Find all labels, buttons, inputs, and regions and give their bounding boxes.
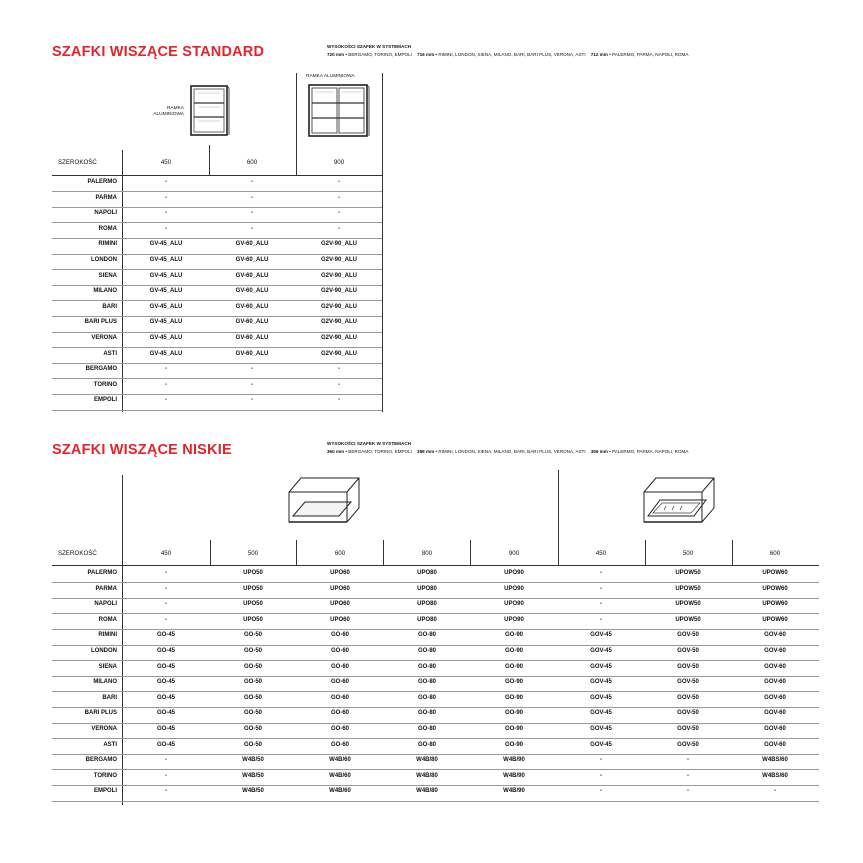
row-divider xyxy=(52,629,819,630)
table-cell: GO-60 xyxy=(330,694,349,701)
table-cell: GO-90 xyxy=(504,694,523,701)
table-cell: G2V-90_ALU xyxy=(320,350,357,357)
table-cell: GV-45_ALU xyxy=(149,272,183,279)
table-cell: G2V-90_ALU xyxy=(320,272,357,279)
table-cell: W4B/90 xyxy=(503,788,525,795)
row-divider xyxy=(52,754,819,755)
table-cell: GO-45 xyxy=(156,663,175,670)
row-label: MILANO xyxy=(93,679,117,686)
table-cell: GOV-50 xyxy=(677,663,699,670)
row-label: NAPOLI xyxy=(94,210,117,217)
table-cell: G2V-90_ALU xyxy=(320,303,357,310)
grid-line xyxy=(645,540,646,565)
column-header: 900 xyxy=(333,159,345,166)
table-cell: GO-90 xyxy=(504,679,523,686)
table-cell: GO-80 xyxy=(417,741,436,748)
frame-label-line: ALUMINIOWA xyxy=(153,112,184,117)
row-label: BARI xyxy=(102,694,117,701)
table-cell: GO-50 xyxy=(243,663,262,670)
table-cell: GO-45 xyxy=(156,648,175,654)
row-label: MILANO xyxy=(93,288,117,295)
row-divider xyxy=(52,598,819,599)
table-cell: GO-90 xyxy=(504,632,523,639)
table-cell: UPOW60 xyxy=(762,585,788,592)
grid-line xyxy=(470,540,471,565)
table-cell: - xyxy=(600,570,602,576)
table-cell: GV-45_ALU xyxy=(149,335,183,341)
row-divider xyxy=(52,332,382,333)
table-cell: W4B/50 xyxy=(242,757,264,764)
table-cell: GV-60_ALU xyxy=(235,288,269,295)
row-divider xyxy=(52,801,819,802)
niskie-title: SZAFKI WISZĄCE NISKIE xyxy=(52,442,232,458)
table-cell: GO-80 xyxy=(417,663,436,670)
row-label: NAPOLI xyxy=(94,601,117,608)
width-label: SZEROKOŚĆ xyxy=(58,159,97,166)
table-cell: GO-60 xyxy=(330,632,349,639)
row-divider xyxy=(52,769,819,770)
table-cell: GO-50 xyxy=(243,741,262,748)
table-cell: GOV-50 xyxy=(677,741,699,748)
table-cell: - xyxy=(251,179,253,185)
table-cell: W4B/90 xyxy=(503,757,525,764)
frame-label-right: RAMKA ALUMINIOWA xyxy=(306,74,355,79)
table-cell: UPOW60 xyxy=(762,601,788,608)
table-cell: GO-50 xyxy=(243,710,262,717)
table-cell: GO-80 xyxy=(417,694,436,701)
row-divider xyxy=(52,660,819,661)
table-cell: - xyxy=(687,757,689,764)
table-cell: GOV-60 xyxy=(764,679,786,686)
table-cell: - xyxy=(165,210,167,217)
table-cell: G2V-90_ALU xyxy=(320,335,357,341)
table-cell: GO-90 xyxy=(504,726,523,732)
niskie-height-systems: • RIMINI, LONDON, SIENA, MILANO, BARI, BARI PLUS, VERONA, ASTI xyxy=(435,449,586,454)
row-divider xyxy=(52,269,382,270)
table-cell: GO-45 xyxy=(156,679,175,686)
row-label: BERGAMO xyxy=(85,757,117,764)
table-cell: GOV-60 xyxy=(764,694,786,701)
table-cell: W4BS/60 xyxy=(762,757,788,764)
grid-line xyxy=(122,150,123,412)
table-cell: W4B/60 xyxy=(329,772,351,779)
header-divider xyxy=(52,175,382,176)
table-cell: UPOW50 xyxy=(675,616,701,623)
table-cell: GV-45_ALU xyxy=(149,350,183,357)
row-label: SIENA xyxy=(98,272,117,279)
table-cell: GV-60_ALU xyxy=(235,272,269,279)
table-cell: GV-60_ALU xyxy=(235,241,269,248)
row-label: TORINO xyxy=(93,772,117,779)
row-divider xyxy=(52,363,382,364)
table-cell: GOV-60 xyxy=(764,632,786,639)
table-cell: G2V-90_ALU xyxy=(320,241,357,248)
grid-line xyxy=(383,540,384,565)
grid-line xyxy=(732,540,733,565)
row-divider xyxy=(52,785,819,786)
table-cell: - xyxy=(338,194,340,201)
table-cell: - xyxy=(338,210,340,217)
table-cell: GO-90 xyxy=(504,741,523,748)
table-cell: UPOW60 xyxy=(762,616,788,623)
table-cell: UPO60 xyxy=(330,601,350,608)
header-divider xyxy=(52,565,819,566)
column-header: 450 xyxy=(160,159,172,166)
table-cell: GO-50 xyxy=(243,632,262,639)
table-cell: - xyxy=(600,585,602,592)
row-divider xyxy=(52,613,819,614)
grid-line xyxy=(296,73,297,175)
row-divider xyxy=(52,676,819,677)
row-label: BARI PLUS xyxy=(84,319,117,326)
standard-height-systems: • PALERMO, PARMA, NAPOLI, ROMA xyxy=(609,52,689,57)
row-divider xyxy=(52,378,382,379)
table-cell: UPO60 xyxy=(330,585,350,592)
table-cell: GOV-50 xyxy=(677,632,699,639)
niskie-height-mm: 358 mm xyxy=(417,449,435,454)
table-cell: GO-80 xyxy=(417,632,436,639)
row-divider xyxy=(52,410,382,411)
table-cell: - xyxy=(774,788,776,795)
table-cell: GO-90 xyxy=(504,710,523,717)
column-header: 500 xyxy=(247,550,259,557)
table-cell: GO-60 xyxy=(330,663,349,670)
row-divider xyxy=(52,582,819,583)
standard-title: SZAFKI WISZĄCE STANDARD xyxy=(52,44,265,60)
table-cell: - xyxy=(165,397,167,404)
table-cell: UPO80 xyxy=(417,585,437,592)
table-cell: GV-60_ALU xyxy=(235,257,269,263)
table-cell: UPO90 xyxy=(504,570,524,576)
row-label: BARI xyxy=(102,303,117,310)
table-cell: - xyxy=(600,788,602,795)
row-label: PALERMO xyxy=(87,570,117,576)
table-cell: GV-45_ALU xyxy=(149,241,183,248)
standard-height-mm: 716 mm xyxy=(417,52,435,57)
grid-line xyxy=(296,540,297,565)
table-cell: G2V-90_ALU xyxy=(320,257,357,263)
standard-height-mm: 720 mm xyxy=(327,52,345,57)
table-cell: GO-50 xyxy=(243,648,262,654)
niskie-height-systems: • PALERMO, PARMA, NAPOLI, ROMA xyxy=(609,449,689,454)
table-cell: UPO80 xyxy=(417,616,437,623)
table-cell: GOV-45 xyxy=(590,694,612,701)
table-cell: GO-50 xyxy=(243,694,262,701)
table-cell: - xyxy=(600,772,602,779)
row-label: PARMA xyxy=(95,585,117,592)
row-divider xyxy=(52,254,382,255)
table-cell: GV-60_ALU xyxy=(235,319,269,326)
table-cell: - xyxy=(165,601,167,608)
table-cell: GOV-45 xyxy=(590,726,612,732)
table-cell: UPO80 xyxy=(417,601,437,608)
table-cell: UPO50 xyxy=(243,601,263,608)
table-cell: GOV-45 xyxy=(590,741,612,748)
standard-heights-header: WYSOKOŚCI SZAFEK W SYSTEMACH xyxy=(327,44,411,49)
table-cell: - xyxy=(165,225,167,232)
table-cell: GO-45 xyxy=(156,694,175,701)
row-divider xyxy=(52,738,819,739)
table-cell: GO-45 xyxy=(156,726,175,732)
table-cell: UPO60 xyxy=(330,616,350,623)
grid-line xyxy=(558,470,559,565)
column-header: 600 xyxy=(246,159,258,166)
table-cell: GV-45_ALU xyxy=(149,288,183,295)
niskie-height-systems: • BERGAMO, TORINO, EMPOLI xyxy=(345,449,412,454)
table-cell: - xyxy=(338,179,340,185)
column-header: 600 xyxy=(334,550,346,557)
row-divider xyxy=(52,316,382,317)
table-cell: GOV-45 xyxy=(590,632,612,639)
table-cell: - xyxy=(165,179,167,185)
table-cell: GOV-45 xyxy=(590,648,612,654)
table-cell: W4B/50 xyxy=(242,788,264,795)
table-cell: GV-60_ALU xyxy=(235,350,269,357)
standard-height-systems: • BERGAMO, TORINO, EMPOLI xyxy=(345,52,412,57)
cabinet-flap-icon xyxy=(287,474,363,526)
table-cell: - xyxy=(165,772,167,779)
table-cell: GO-60 xyxy=(330,648,349,654)
table-cell: UPO90 xyxy=(504,601,524,608)
table-cell: W4B/80 xyxy=(416,788,438,795)
row-label: VERONA xyxy=(91,726,117,732)
niskie-height-mm: 360 mm xyxy=(327,449,345,454)
table-cell: - xyxy=(165,616,167,623)
table-cell: GV-60_ALU xyxy=(235,303,269,310)
table-cell: W4B/50 xyxy=(242,772,264,779)
table-cell: W4BS/60 xyxy=(762,772,788,779)
row-label: ASTI xyxy=(103,741,117,748)
table-cell: UPO50 xyxy=(243,585,263,592)
row-label: PALERMO xyxy=(87,179,117,185)
table-cell: UPO90 xyxy=(504,585,524,592)
table-cell: GO-50 xyxy=(243,726,262,732)
table-cell: W4B/60 xyxy=(329,788,351,795)
table-cell: UPO50 xyxy=(243,616,263,623)
row-label: ROMA xyxy=(98,225,117,232)
table-cell: GOV-50 xyxy=(677,726,699,732)
table-cell: - xyxy=(338,397,340,404)
row-label: EMPOLI xyxy=(93,788,117,795)
row-divider xyxy=(52,222,382,223)
table-cell: - xyxy=(687,772,689,779)
row-divider xyxy=(52,347,382,348)
column-header: 900 xyxy=(508,550,520,557)
standard-height-systems: • RIMINI, LONDON, SIENA, MILANO, BARI, BARI PLUS, VERONA, ASTI xyxy=(435,52,586,57)
row-divider xyxy=(52,285,382,286)
column-header: 450 xyxy=(595,550,607,557)
table-cell: GO-60 xyxy=(330,726,349,732)
table-cell: - xyxy=(165,757,167,764)
table-cell: GO-90 xyxy=(504,663,523,670)
row-label: LONDON xyxy=(91,257,117,263)
table-cell: GOV-60 xyxy=(764,663,786,670)
table-cell: GOV-50 xyxy=(677,694,699,701)
row-label: ROMA xyxy=(98,616,117,623)
row-divider xyxy=(52,238,382,239)
frame-label-line: RAMKA xyxy=(166,106,184,111)
row-label: VERONA xyxy=(91,335,117,341)
row-label: RIMINI xyxy=(98,241,117,248)
table-cell: - xyxy=(338,381,340,388)
table-cell: W4B/90 xyxy=(503,772,525,779)
row-divider xyxy=(52,691,819,692)
table-cell: GV-45_ALU xyxy=(149,303,183,310)
table-cell: - xyxy=(165,194,167,201)
table-cell: GOV-60 xyxy=(764,726,786,732)
table-cell: GV-60_ALU xyxy=(235,335,269,341)
table-cell: - xyxy=(687,788,689,795)
row-label: EMPOLI xyxy=(93,397,117,404)
table-cell: UPO90 xyxy=(504,616,524,623)
row-label: BARI PLUS xyxy=(84,710,117,717)
table-cell: G2V-90_ALU xyxy=(320,288,357,295)
row-label: SIENA xyxy=(98,663,117,670)
table-cell: UPOW50 xyxy=(675,601,701,608)
table-cell: - xyxy=(251,381,253,388)
table-cell: GO-90 xyxy=(504,648,523,654)
table-cell: GOV-60 xyxy=(764,710,786,717)
row-divider xyxy=(52,645,819,646)
table-cell: GOV-50 xyxy=(677,710,699,717)
standard-heights-note xyxy=(327,43,688,59)
table-cell: W4B/80 xyxy=(416,772,438,779)
table-cell: GV-45_ALU xyxy=(149,319,183,326)
grid-line xyxy=(209,145,210,175)
row-divider xyxy=(52,300,382,301)
row-divider xyxy=(52,394,382,395)
table-cell: - xyxy=(251,210,253,217)
width-label: SZEROKOŚĆ xyxy=(58,550,97,557)
table-cell: - xyxy=(338,366,340,373)
table-cell: W4B/60 xyxy=(329,757,351,764)
table-cell: GO-50 xyxy=(243,679,262,686)
column-header: 500 xyxy=(682,550,694,557)
table-cell: GO-45 xyxy=(156,741,175,748)
table-cell: - xyxy=(251,397,253,404)
table-cell: - xyxy=(165,788,167,795)
row-divider xyxy=(52,191,382,192)
table-cell: GO-45 xyxy=(156,632,175,639)
row-divider xyxy=(52,723,819,724)
table-cell: GOV-50 xyxy=(677,679,699,686)
row-label: RIMINI xyxy=(98,632,117,639)
row-label: PARMA xyxy=(95,194,117,201)
niskie-heights-header: WYSOKOŚCI SZAFEK W SYSTEMACH xyxy=(327,441,411,446)
niskie-height-mm: 356 mm xyxy=(590,449,608,454)
table-cell: GOV-45 xyxy=(590,710,612,717)
table-cell: UPO50 xyxy=(243,570,263,576)
cabinet-double-frame-icon xyxy=(308,84,370,138)
table-cell: GO-45 xyxy=(156,710,175,717)
table-cell: - xyxy=(338,225,340,232)
row-label: LONDON xyxy=(91,648,117,654)
grid-line xyxy=(210,540,211,565)
cabinet-single-frame-icon xyxy=(190,85,230,137)
table-cell: GO-60 xyxy=(330,741,349,748)
column-header: 600 xyxy=(769,550,781,557)
table-cell: GO-60 xyxy=(330,710,349,717)
table-cell: - xyxy=(165,381,167,388)
grid-line xyxy=(122,475,123,805)
table-cell: GO-80 xyxy=(417,648,436,654)
table-cell: - xyxy=(251,366,253,373)
table-cell: GO-60 xyxy=(330,679,349,686)
row-label: ASTI xyxy=(103,350,117,357)
column-header: 800 xyxy=(421,550,433,557)
table-cell: GOV-60 xyxy=(764,741,786,748)
table-cell: GV-45_ALU xyxy=(149,257,183,263)
row-label: BERGAMO xyxy=(85,366,117,373)
table-cell: UPOW60 xyxy=(762,570,788,576)
table-cell: - xyxy=(165,585,167,592)
table-cell: GO-80 xyxy=(417,710,436,717)
table-cell: GOV-60 xyxy=(764,648,786,654)
table-cell: - xyxy=(251,194,253,201)
table-cell: UPO60 xyxy=(330,570,350,576)
row-label: TORINO xyxy=(93,381,117,388)
table-cell: - xyxy=(600,601,602,608)
row-divider xyxy=(52,207,382,208)
table-cell: GOV-45 xyxy=(590,679,612,686)
table-cell: UPOW50 xyxy=(675,570,701,576)
table-cell: UPOW50 xyxy=(675,585,701,592)
table-cell: - xyxy=(600,616,602,623)
table-cell: - xyxy=(165,366,167,373)
grid-line xyxy=(382,73,383,412)
standard-height-mm: 712 mm xyxy=(590,52,608,57)
row-divider xyxy=(52,707,819,708)
table-cell: UPO80 xyxy=(417,570,437,576)
table-cell: GOV-45 xyxy=(590,663,612,670)
frame-label-left xyxy=(140,106,184,118)
table-cell: GOV-50 xyxy=(677,648,699,654)
table-cell: - xyxy=(600,757,602,764)
table-cell: G2V-90_ALU xyxy=(320,319,357,326)
table-cell: GO-80 xyxy=(417,726,436,732)
table-cell: GO-80 xyxy=(417,679,436,686)
niskie-heights-note xyxy=(327,440,688,456)
table-cell: - xyxy=(165,570,167,576)
table-cell: - xyxy=(251,225,253,232)
table-cell: W4B/80 xyxy=(416,757,438,764)
cabinet-flap-glass-icon xyxy=(642,474,718,526)
column-header: 450 xyxy=(160,550,172,557)
